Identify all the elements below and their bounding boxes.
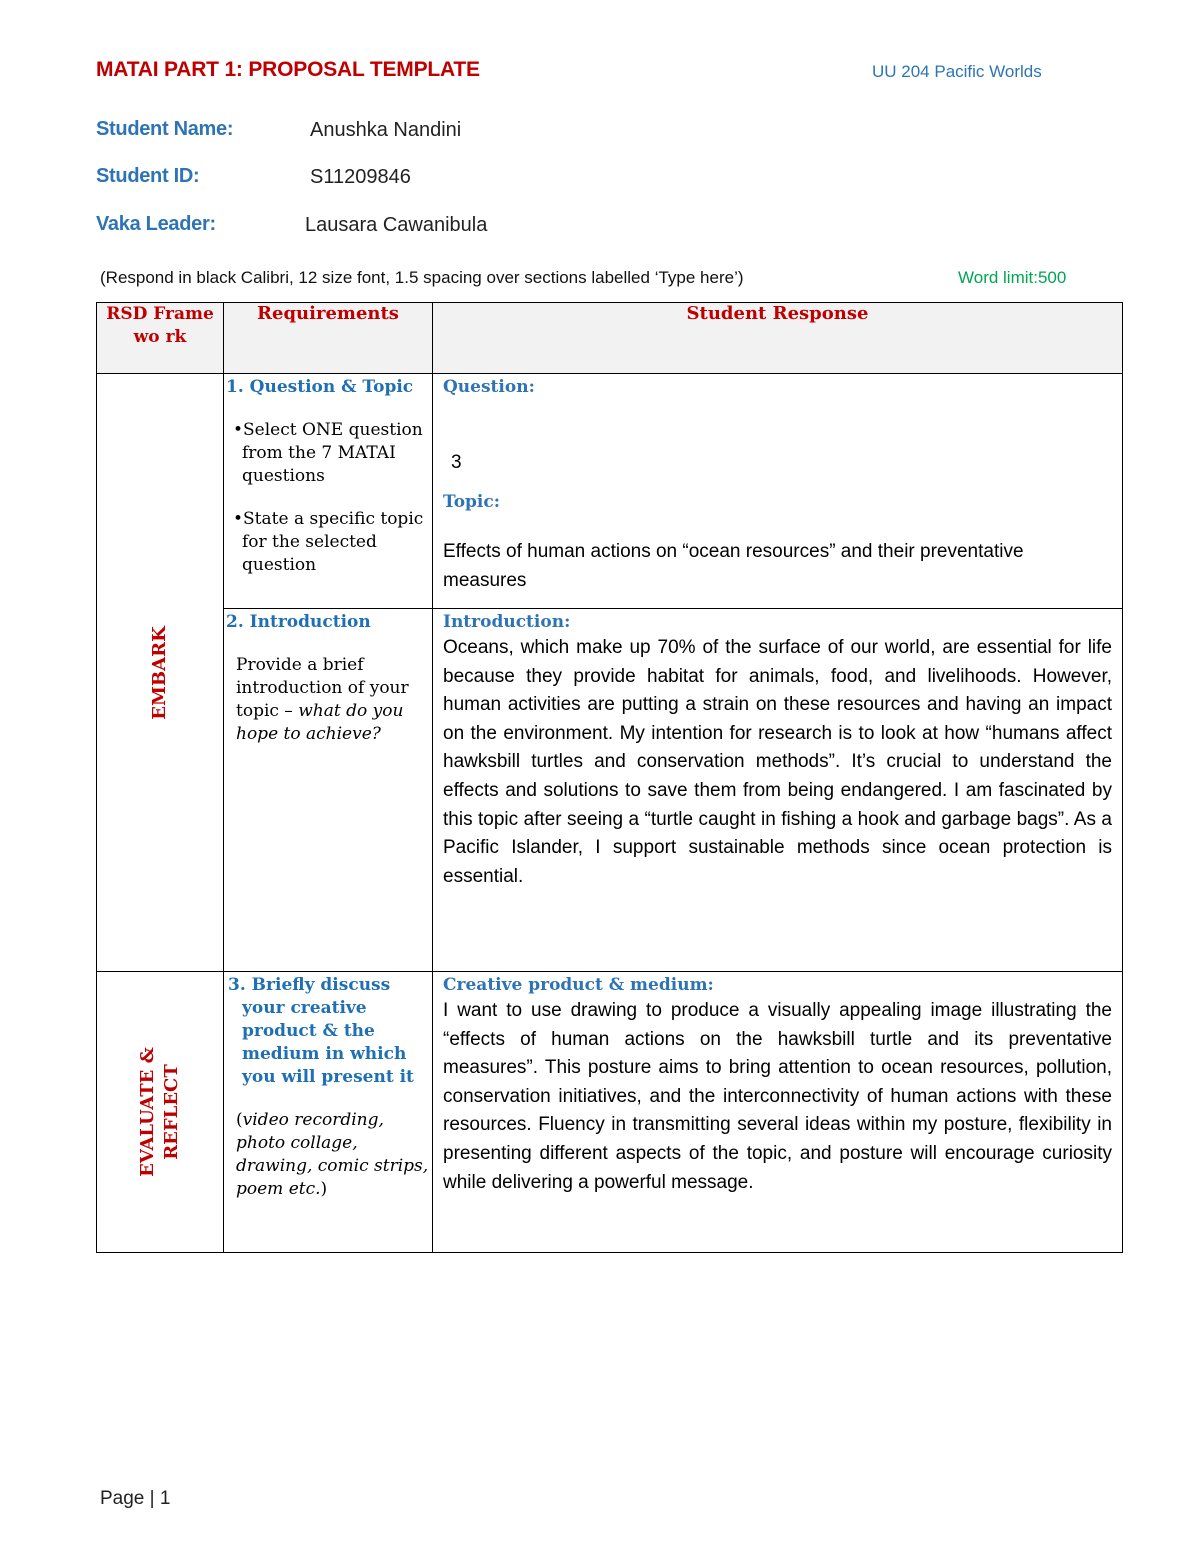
student-id-label: Student ID: [96,165,200,187]
table-row [97,609,1123,972]
embark-cell [97,374,224,972]
topic-label: Topic: [443,492,501,512]
student-name-label: Student Name: [96,118,234,140]
topic-value: Effects of human actions on “ocean resources” and their preventative measures [443,541,1024,591]
requirement-description: Provide a brief introduction of your topic – what do you hope to achieve? [236,655,409,744]
creative-product-label: Creative product & medium: [443,975,714,995]
course-code: UU 204 Pacific Worlds [872,62,1042,81]
table-header-row [97,303,1123,374]
requirement-question-topic [224,374,433,609]
page-number: Page | 1 [100,1488,171,1509]
response-question-topic [433,374,1123,609]
response-introduction [433,609,1123,972]
creative-product-text: I want to use drawing to produce a visually appealing image illustrating the “effects of human actions on the hawksbill turtle and its preventative measures”. This posture aims to bring attention to ocean resources, pollution, conservation initiatives, and the interconnectivity of human actions with these resources. Fluency in transmitting several ideas within my posture, flexibility in presenting different aspects of the topic, and posture will encourage curiosity while delivering a powerful message. [443,1000,1112,1193]
table-row [97,374,1123,609]
student-id-value: S11209846 [310,166,411,188]
evaluate-reflect-cell [97,972,224,1253]
introduction-label: Introduction: [443,612,571,632]
vaka-leader-label: Vaka Leader: [96,213,216,235]
table-row [97,972,1123,1253]
list-item: •Select ONE question from the 7 MATAI questions [233,420,423,486]
requirement-title: 3. Briefly discuss your creative product & the medium in which you will present it [228,975,414,1087]
requirement-title: 2. Introduction [226,612,371,632]
header-requirements: Requirements [224,303,433,374]
vaka-leader-value: Lausara Cawanibula [305,214,488,236]
question-value: 3 [451,452,462,473]
proposal-table [96,302,1123,1253]
evaluate-reflect-label: EVALUATE & REFLECT [137,1047,182,1177]
requirement-title: 1. Question & Topic [226,377,414,397]
word-limit: Word limit:500 [958,268,1067,287]
header-student-response: Student Response [433,303,1123,374]
introduction-text: Oceans, which make up 70% of the surface of our world, are essential for life because they provide habitat for animals, food, and livelihoods. However, human activities are putting a strain on these resources and having an impact on the environment. My intention for research is to look at how “humans affect hawksbill turtles and conservation methods”. It’s crucial to understand the effects and solutions to save them from being endangered. I am fascinated by this topic after seeing a “turtle caught in fishing a hook and garbage bags”. As a Pacific Islander, I support sustainable methods since ocean protection is essential. [443,637,1112,887]
response-creative-product [433,972,1123,1253]
document-title: MATAI PART 1: PROPOSAL TEMPLATE [96,58,480,81]
requirement-description: (video recording, photo collage, drawing, comic strips, poem etc.) [236,1110,429,1199]
list-item: •State a specific topic for the selected question [233,509,424,575]
embark-label: EMBARK [149,625,170,720]
header-rsd-framework: RSD Framewo rk [97,303,224,374]
requirement-creative-product [224,972,433,1253]
question-label: Question: [443,377,535,397]
instructions-text: (Respond in black Calibri, 12 size font, 1.5 spacing over sections labelled ‘Type here’) [100,268,744,287]
student-name-value: Anushka Nandini [310,119,462,141]
requirement-introduction [224,609,433,972]
